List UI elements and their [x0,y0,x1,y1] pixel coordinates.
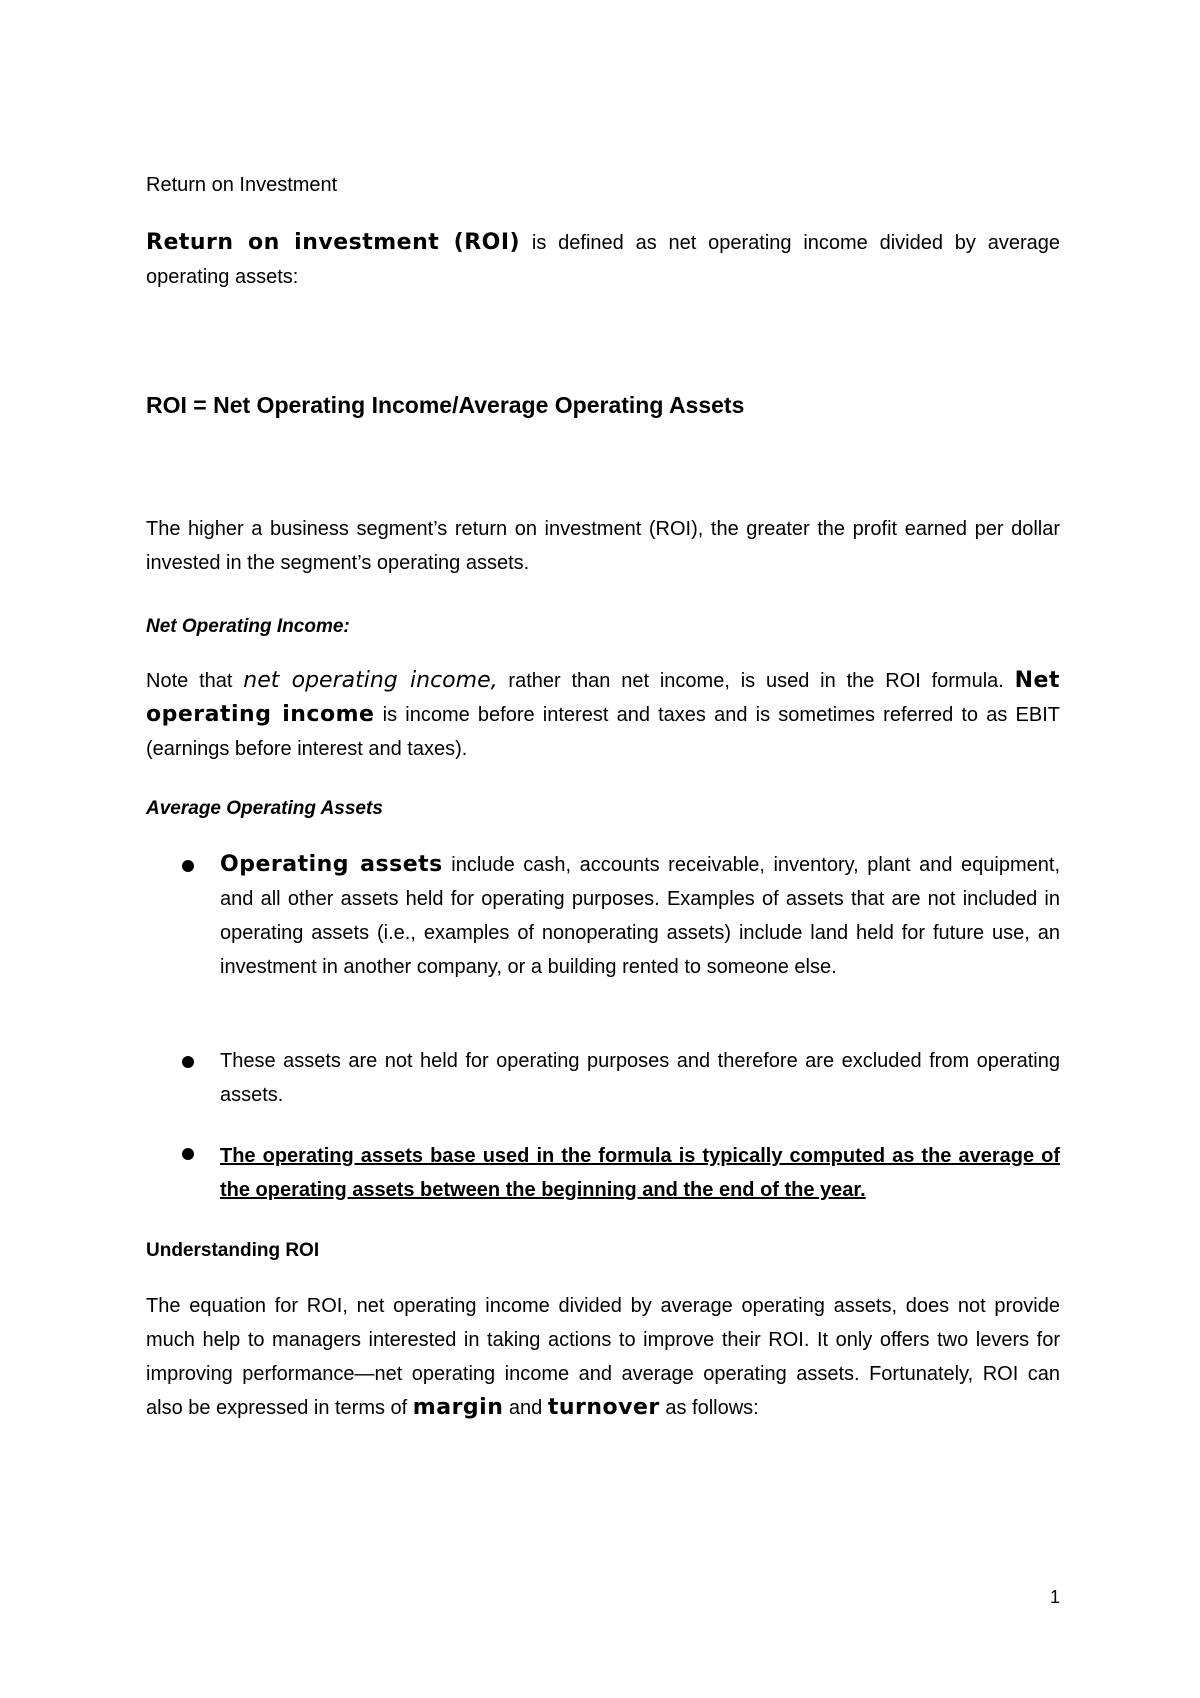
operating-assets-term: Operating assets [220,852,443,877]
understanding-roi-text-2: and [503,1397,548,1419]
bullet-dot-icon [182,1056,194,1068]
bullet-text: include cash, accounts receivable, inventory, plant and equipment, and all other assets held for operating purposes. Examples of assets that are not included in operating assets (i.e., examples of nonoperating assets) include land held for future use, an investment in another company, or a building rented to someone else. [220,854,1061,978]
document-title: Return on Investment [146,174,338,196]
net-operating-income-heading: Net Operating Income: [146,616,350,637]
bullet-item-average-computation: The operating assets base used in the formula is typically computed as the average of the operating assets between the beginning and the end of the year. [220,1145,1060,1201]
noi-italic-term: net operating income, [243,668,498,693]
roi-definition-text: is defined as net operating income divided by average operating assets: [146,232,1060,288]
roi-formula: ROI = Net Operating Income/Average Operating Assets [146,392,745,418]
bullet-dot-icon [182,1148,194,1160]
bullet-dot-icon [182,860,194,872]
net-operating-income-paragraph [146,664,1060,766]
noi-after-italic-text: rather than net income, is used in the ROI formula. [497,670,1015,692]
noi-rest-text: is income before interest and taxes and is sometimes referred to as EBIT (earnings before interest and taxes). [146,704,1060,760]
page-number: 1 [1050,1587,1061,1607]
turnover-term: turnover [547,1395,660,1420]
understanding-roi-text-3: as follows: [659,1397,759,1419]
bullet-item-operating-assets [220,848,1060,984]
understanding-roi-text-1: The equation for ROI, net operating income divided by average operating assets, does not provide much help to managers interested in taking actions to improve their ROI. It only offers two levers for improving performance—net operating income and average operating assets. Fortunately, ROI can also be expressed in terms of [146,1295,1060,1419]
roi-definition-paragraph [146,226,1060,294]
roi-term: Return on investment (ROI) [146,230,521,255]
understanding-roi-paragraph [146,1289,1060,1425]
average-operating-assets-heading: Average Operating Assets [146,798,383,819]
bullet-item-excluded-assets: These assets are not held for operating purposes and therefore are excluded from operating assets. [220,1050,1060,1106]
noi-bold-term: Net operating income [146,668,1060,727]
noi-lead-text: Note that [146,670,244,692]
understanding-roi-heading: Understanding ROI [146,1240,320,1261]
margin-term: margin [412,1395,504,1420]
higher-roi-paragraph: The higher a business segment’s return on investment (ROI), the greater the profit earned per dollar invested in the segment’s operating assets. [146,518,1060,574]
